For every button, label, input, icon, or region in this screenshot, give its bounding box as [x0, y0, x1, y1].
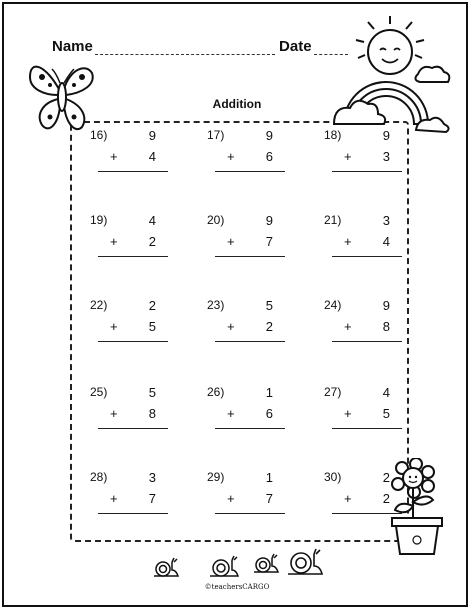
- snail-icon: [152, 556, 180, 580]
- first-addend: 3: [148, 470, 156, 485]
- operator: +: [110, 319, 118, 334]
- answer-line[interactable]: [332, 171, 402, 172]
- copyright-footer: ©teachersCARGO: [204, 583, 270, 591]
- problem-item: [80, 210, 168, 280]
- snail-icon: [252, 552, 280, 576]
- second-addend: 5: [148, 319, 156, 334]
- problem-number: 28): [90, 470, 108, 484]
- answer-line[interactable]: [98, 171, 168, 172]
- problem-item: [197, 125, 285, 195]
- problem-item: [197, 467, 285, 537]
- operator: +: [344, 406, 352, 421]
- first-addend: 4: [382, 385, 390, 400]
- first-addend: 9: [265, 128, 273, 143]
- operator: +: [344, 149, 352, 164]
- first-addend: 9: [148, 128, 156, 143]
- operator: +: [344, 491, 352, 506]
- date-label: Date: [279, 38, 312, 55]
- problem-item: [197, 382, 285, 452]
- second-addend: 2: [265, 319, 273, 334]
- problem-item: [314, 295, 402, 365]
- first-addend: 4: [148, 213, 156, 228]
- first-addend: 9: [382, 298, 390, 313]
- name-field[interactable]: [95, 44, 275, 55]
- first-addend: 9: [382, 128, 390, 143]
- problem-number: 29): [207, 470, 225, 484]
- problem-item: [314, 210, 402, 280]
- snail-icon: [208, 554, 240, 580]
- problem-number: 25): [90, 385, 108, 399]
- operator: +: [110, 234, 118, 249]
- second-addend: 8: [148, 406, 156, 421]
- answer-line[interactable]: [98, 341, 168, 342]
- first-addend: 5: [265, 298, 273, 313]
- operator: +: [110, 406, 118, 421]
- snail-icon: [286, 546, 324, 578]
- worksheet-title: Addition: [212, 97, 262, 111]
- first-addend: 3: [382, 213, 390, 228]
- answer-line[interactable]: [98, 256, 168, 257]
- problem-number: 27): [324, 385, 342, 399]
- second-addend: 4: [148, 149, 156, 164]
- problem-number: 23): [207, 298, 225, 312]
- problem-item: [197, 295, 285, 365]
- answer-line[interactable]: [332, 341, 402, 342]
- second-addend: 6: [265, 406, 273, 421]
- second-addend: 3: [382, 149, 390, 164]
- operator: +: [227, 319, 235, 334]
- problem-number: 21): [324, 213, 342, 227]
- second-addend: 8: [382, 319, 390, 334]
- second-addend: 6: [265, 149, 273, 164]
- problem-number: 22): [90, 298, 108, 312]
- problem-item: [80, 295, 168, 365]
- first-addend: 1: [265, 470, 273, 485]
- second-addend: 7: [265, 491, 273, 506]
- answer-line[interactable]: [215, 513, 285, 514]
- operator: +: [227, 149, 235, 164]
- problem-number: 24): [324, 298, 342, 312]
- first-addend: 1: [265, 385, 273, 400]
- answer-line[interactable]: [215, 256, 285, 257]
- problem-number: 19): [90, 213, 108, 227]
- second-addend: 7: [148, 491, 156, 506]
- answer-line[interactable]: [332, 256, 402, 257]
- problem-number: 16): [90, 128, 108, 142]
- operator: +: [110, 491, 118, 506]
- first-addend: 5: [148, 385, 156, 400]
- problem-number: 17): [207, 128, 225, 142]
- problem-item: [314, 382, 402, 452]
- second-addend: 7: [265, 234, 273, 249]
- header-line: [52, 38, 348, 55]
- operator: +: [227, 406, 235, 421]
- problem-number: 20): [207, 213, 225, 227]
- problem-number: 26): [207, 385, 225, 399]
- operator: +: [110, 149, 118, 164]
- problem-number: 30): [324, 470, 342, 484]
- answer-line[interactable]: [98, 513, 168, 514]
- answer-line[interactable]: [215, 341, 285, 342]
- operator: +: [344, 319, 352, 334]
- sun-rainbow-icon: [332, 14, 452, 140]
- operator: +: [344, 234, 352, 249]
- answer-line[interactable]: [98, 428, 168, 429]
- problem-item: [197, 210, 285, 280]
- butterfly-icon: [26, 55, 98, 137]
- first-addend: 2: [382, 470, 390, 485]
- problem-item: [80, 382, 168, 452]
- operator: +: [227, 491, 235, 506]
- problem-item: [80, 467, 168, 537]
- answer-line[interactable]: [215, 428, 285, 429]
- first-addend: 2: [148, 298, 156, 313]
- second-addend: 5: [382, 406, 390, 421]
- problem-number: 18): [324, 128, 342, 142]
- answer-line[interactable]: [332, 428, 402, 429]
- operator: +: [227, 234, 235, 249]
- second-addend: 2: [148, 234, 156, 249]
- flower-pot-icon: [386, 458, 450, 558]
- second-addend: 4: [382, 234, 390, 249]
- answer-line[interactable]: [215, 171, 285, 172]
- first-addend: 9: [265, 213, 273, 228]
- name-label: Name: [52, 38, 93, 55]
- second-addend: 2: [382, 491, 390, 506]
